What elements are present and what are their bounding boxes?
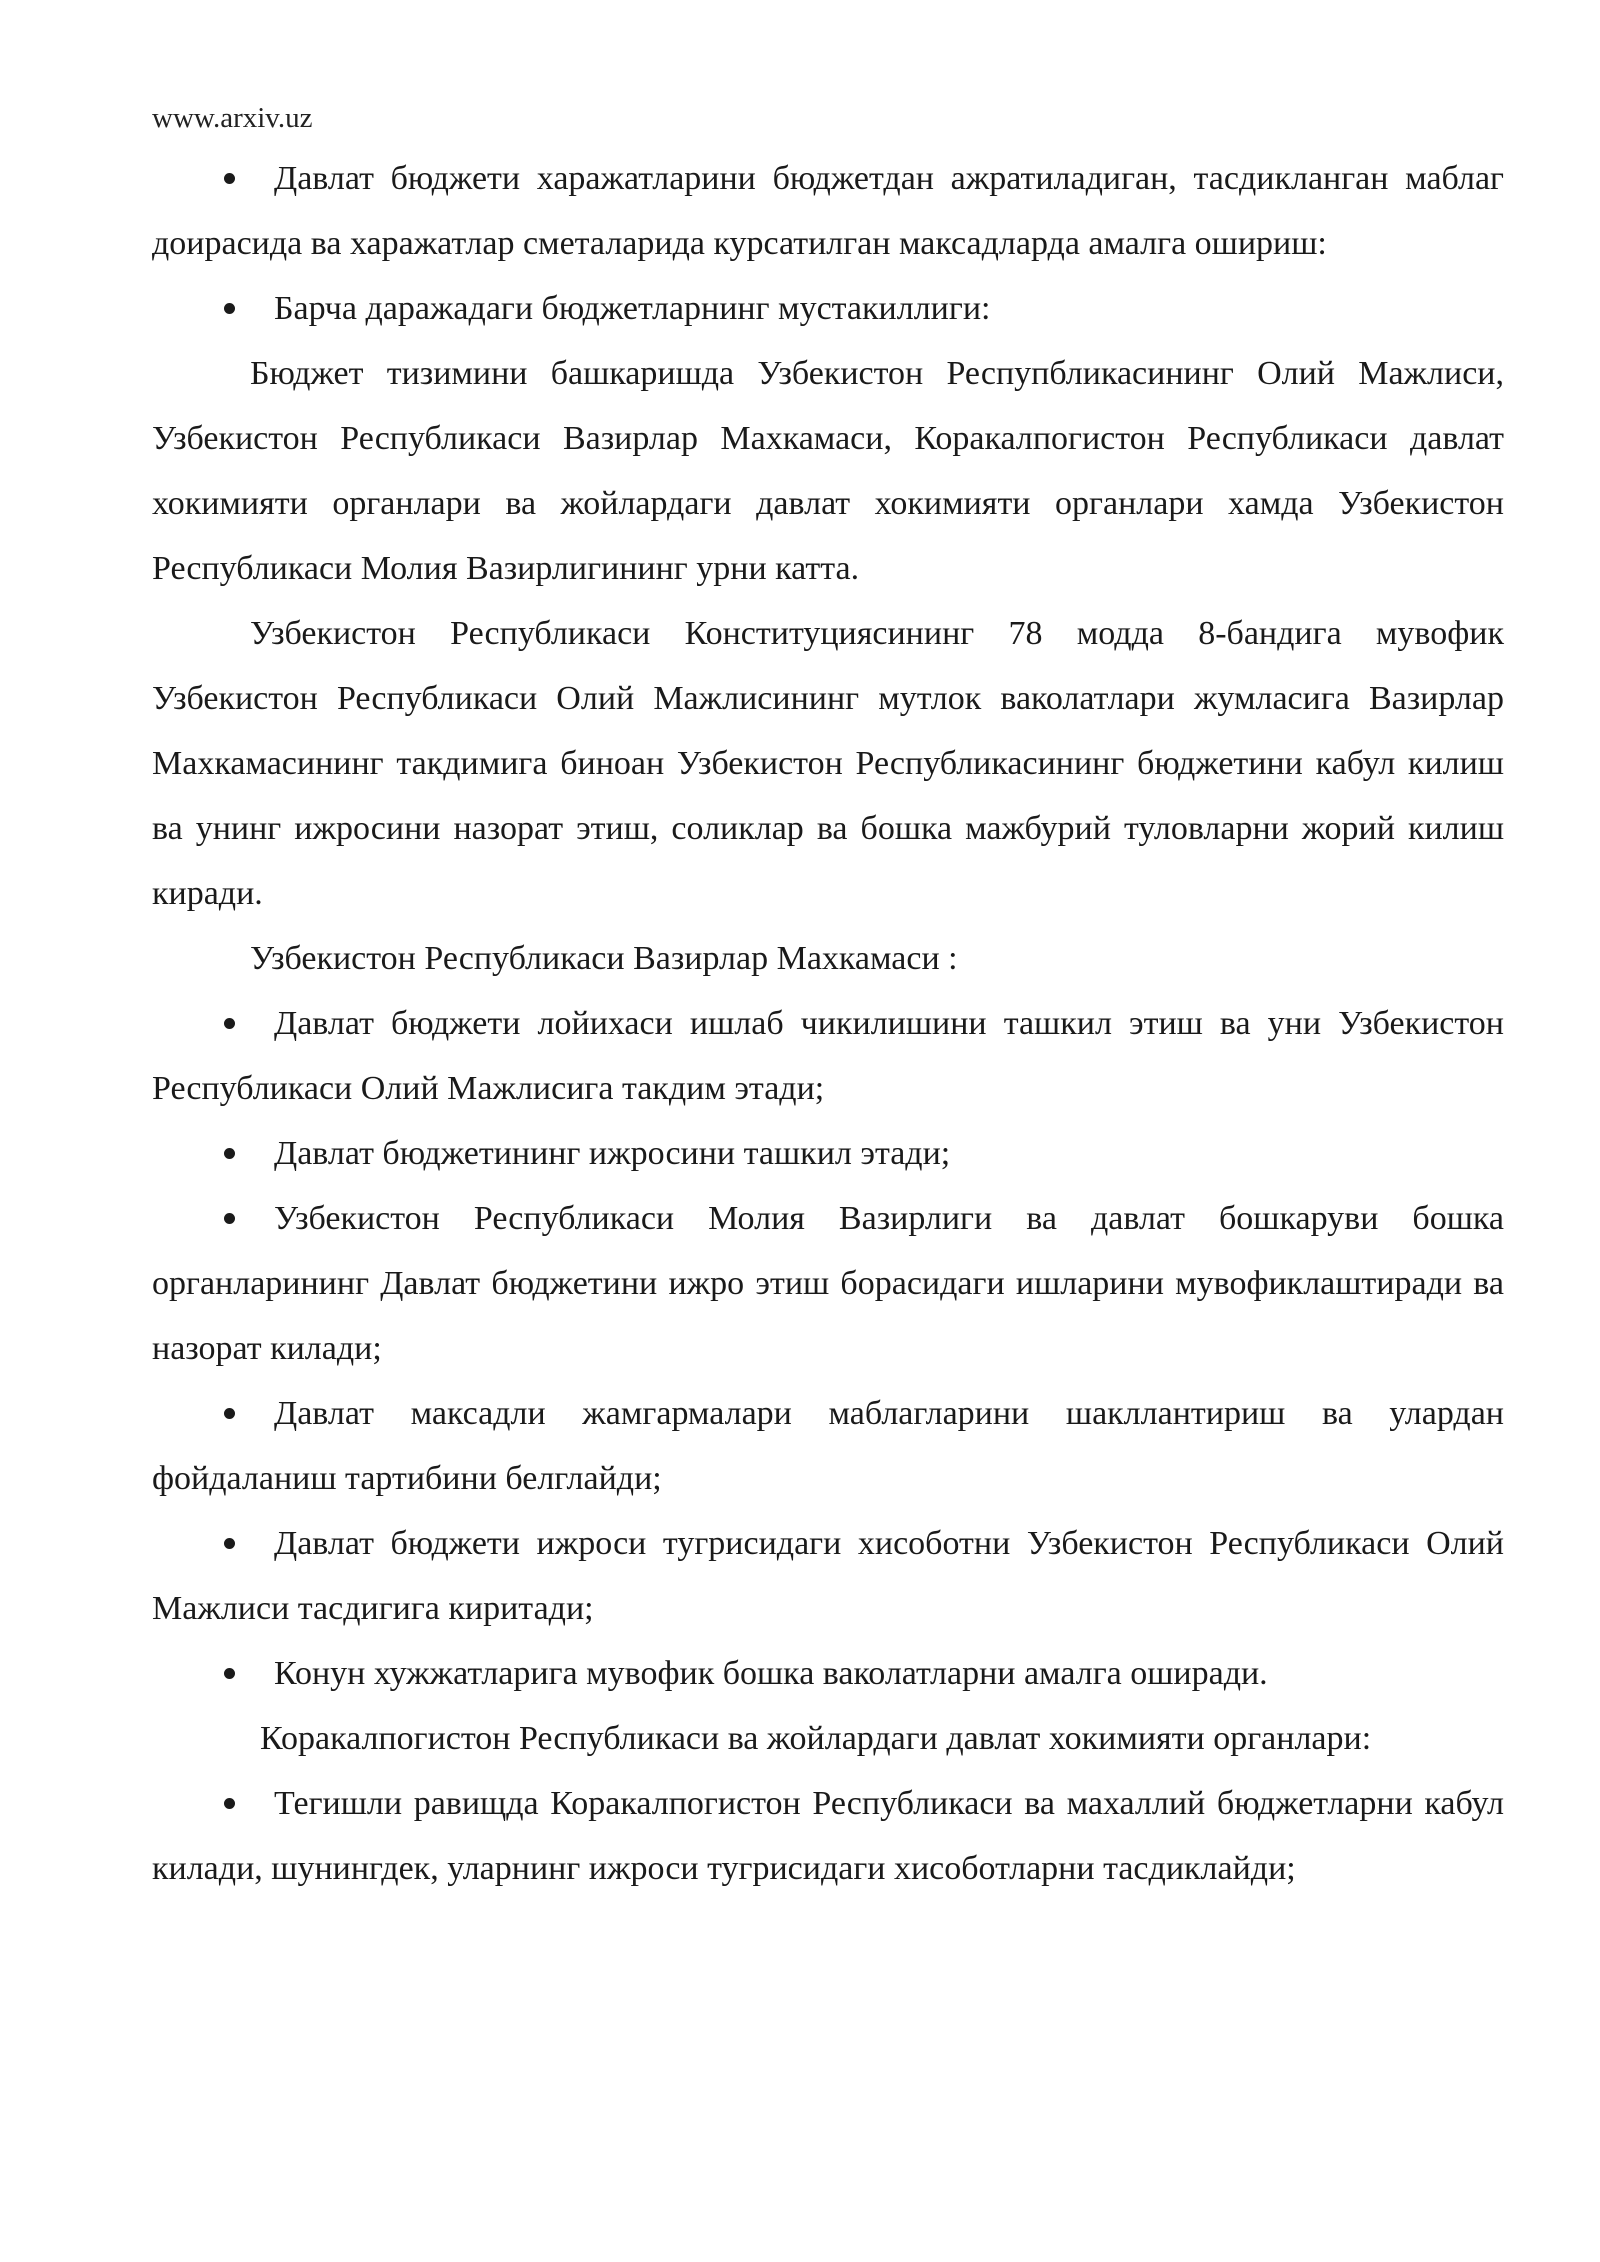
paragraph-text: Давлат бюджетининг ижросини ташкил этади; xyxy=(274,1135,951,1172)
bullet-icon xyxy=(224,1018,235,1029)
paragraph-text: Узбекистон Республикаси Молия Вазирлиги ва давлат бошкаруви бошка органларининг Давлат бюджетини ижро этиш борасидаги ишларини мувофиклаштиради ва назорат килади; xyxy=(152,1200,1504,1367)
bullet-item xyxy=(152,1381,1504,1511)
bullet-item xyxy=(152,991,1504,1121)
paragraph: Бюджет тизимини башкаришда Узбекистон Респупбликасининг Олий Мажлиси, Узбекистон Республикаси Вазирлар Махкамаси, Коракалпогистон Республикаси давлат хокимияти органлари ва жойлардаги давлат хокимияти органлари хамда Узбекистон Республикаси Молия Вазирлигининг урни катта. xyxy=(152,355,1504,587)
document-page xyxy=(152,96,1504,1901)
paragraph-text: Барча даражадаги бюджетларнинг мустакиллиги: xyxy=(274,290,991,327)
site-header: www.arxiv.uz xyxy=(152,102,313,134)
section-heading: Узбекистон Республикаси Вазирлар Махкамаси : xyxy=(250,940,958,977)
section-heading: Коракалпогистон Республикаси ва жойлардаги давлат хокимияти органлари: xyxy=(260,1720,1372,1757)
paragraph-text: Давлат бюджети харажатларини бюджетдан ажратиладиган, тасдикланган маблаг доирасида ва харажатлар сметаларида курсатилган максадларда амалга ошириш: xyxy=(152,160,1504,262)
bullet-icon xyxy=(224,1213,235,1224)
paragraph-text: Давлат максадли жамгармалари маблагларини шакллантириш ва улардан фойдаланиш тартибини белглайди; xyxy=(152,1395,1504,1497)
bullet-icon xyxy=(224,1148,235,1159)
bullet-icon xyxy=(224,1798,235,1809)
bullet-item xyxy=(152,1186,1504,1381)
bullet-icon xyxy=(224,1408,235,1419)
bullet-item xyxy=(152,1121,1504,1186)
bullet-icon xyxy=(224,1668,235,1679)
paragraph: Узбекистон Республикаси Конституциясининг 78 модда 8-бандига мувофик Узбекистон Республикаси Олий Мажлисининг мутлок ваколатлари жумласига Вазирлар Махкамасининг такдимига биноан Узбекистон Республикасининг бюджетини кабул килиш ва унинг ижросини назорат этиш, соликлар ва бошка мажбурий туловларни жорий килиш киради. xyxy=(152,615,1504,912)
bullet-icon xyxy=(224,173,235,184)
bullet-icon xyxy=(224,303,235,314)
paragraph-text: Тегишли равищда Коракалпогистон Республикаси ва махаллий бюджетларни кабул килади, шунингдек, уларнинг ижроси тугрисидаги хисоботларни тасдиклайди; xyxy=(152,1785,1504,1887)
bullet-item xyxy=(152,276,1504,341)
bullet-item xyxy=(152,1511,1504,1641)
paragraph-text: Конун хужжатларига мувофик бошка ваколатларни амалга оширади. xyxy=(274,1655,1268,1692)
bullet-item xyxy=(152,1641,1504,1706)
bullet-item xyxy=(152,1771,1504,1901)
paragraph-text: Давлат бюджети лойихаси ишлаб чикилишини ташкил этиш ва уни Узбекистон Республикаси Олий Мажлисига такдим этади; xyxy=(152,1005,1504,1107)
bullet-icon xyxy=(224,1538,235,1549)
paragraph-text: Давлат бюджети ижроси тугрисидаги хисоботни Узбекистон Республикаси Олий Мажлиси тасдигига киритади; xyxy=(152,1525,1504,1627)
bullet-item xyxy=(152,146,1504,276)
